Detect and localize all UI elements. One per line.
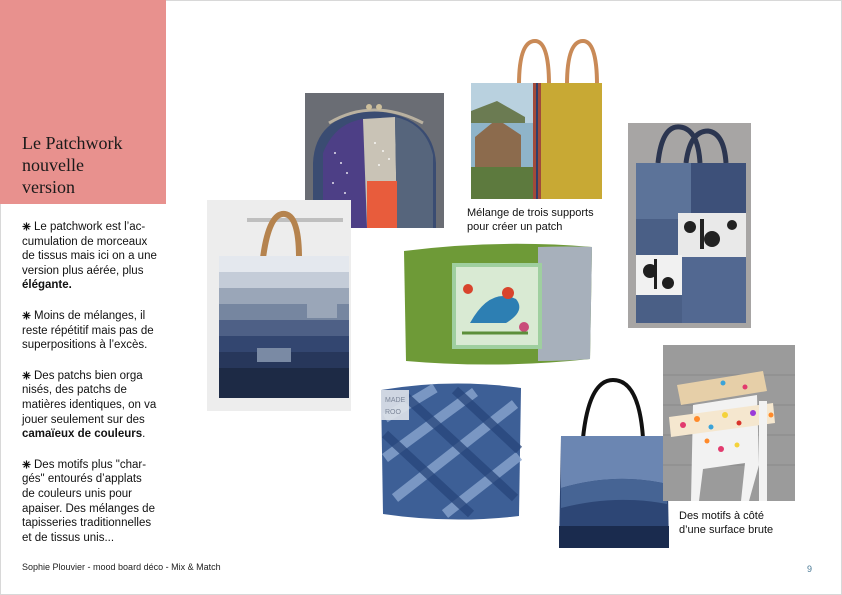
title-line-1: Le Patchwork (22, 133, 123, 153)
page-number: 9 (807, 564, 813, 574)
p3-line-2: nisés, des patchs de (22, 384, 127, 397)
p3-line-3: matières identiques, on va (22, 398, 157, 411)
title-line-3: version (22, 177, 75, 197)
p4-line-4: apaiser. Des mélanges de (22, 502, 155, 515)
tapestry-pillow-photo (398, 237, 597, 370)
footer: Sophie Plouvier - mood board déco - Mix & Match (22, 562, 221, 572)
p1-line-2: cumulation de morceaux (22, 235, 148, 248)
pillow-label-2: ROO (385, 409, 401, 416)
woven-denim-pillow-photo (375, 378, 527, 524)
body-text (22, 220, 172, 561)
asterisk-bullet-icon (22, 371, 31, 380)
p1-line-5: élégante. (22, 279, 72, 292)
asterisk-bullet-icon (22, 460, 31, 469)
asterisk-bullet-icon (22, 222, 31, 231)
p1-line-3: de tissus mais ici on a une (22, 250, 157, 263)
caption-three-supports (467, 206, 594, 234)
tapestry-bag-photo (467, 37, 606, 200)
dark-denim-tote-photo (555, 376, 673, 552)
pillow-label-1: MADE (385, 397, 406, 404)
caption-1-line-1: Mélange de trois supports (467, 207, 594, 219)
paragraph-2 (22, 309, 172, 353)
p3-line-1: Des patchs bien orga (34, 369, 143, 382)
p2-line-1: Moins de mélanges, il (34, 309, 146, 322)
caption-2-line-1: Des motifs à côté (679, 510, 764, 522)
p1-line-4: version plus aérée, plus (22, 264, 144, 277)
page-title (22, 132, 162, 198)
p1-line-1: Le patchwork est l’ac- (34, 221, 146, 233)
p4-line-3: de couleurs unis pour (22, 487, 132, 500)
step-stool-photo (663, 345, 795, 501)
p4-line-1: Des motifs plus "char- (34, 458, 147, 471)
caption-motifs (679, 509, 773, 537)
p4-line-2: gés" entourés d’applats (22, 473, 142, 486)
paragraph-4 (22, 458, 172, 546)
denim-gradient-bag-photo (207, 200, 351, 411)
paragraph-1 (22, 220, 172, 293)
p4-line-6: et de tissus unis... (22, 531, 115, 544)
p3-line-4: jouer seulement sur des (22, 413, 145, 426)
p3-period: . (142, 428, 146, 441)
p2-line-3: superpositions à l’excès. (22, 339, 148, 352)
title-line-2: nouvelle (22, 155, 84, 175)
asterisk-bullet-icon (22, 311, 31, 320)
caption-1-line-2: pour créer un patch (467, 221, 563, 233)
denim-print-tote-photo (628, 123, 751, 328)
paragraph-3 (22, 369, 172, 442)
caption-2-line-2: d’une surface brute (679, 524, 774, 536)
p3-line-5: camaïeux de couleurs (22, 428, 143, 441)
p4-line-5: tapisseries traditionnelles (22, 517, 152, 530)
p2-line-2: reste répétitif mais pas de (22, 324, 154, 337)
